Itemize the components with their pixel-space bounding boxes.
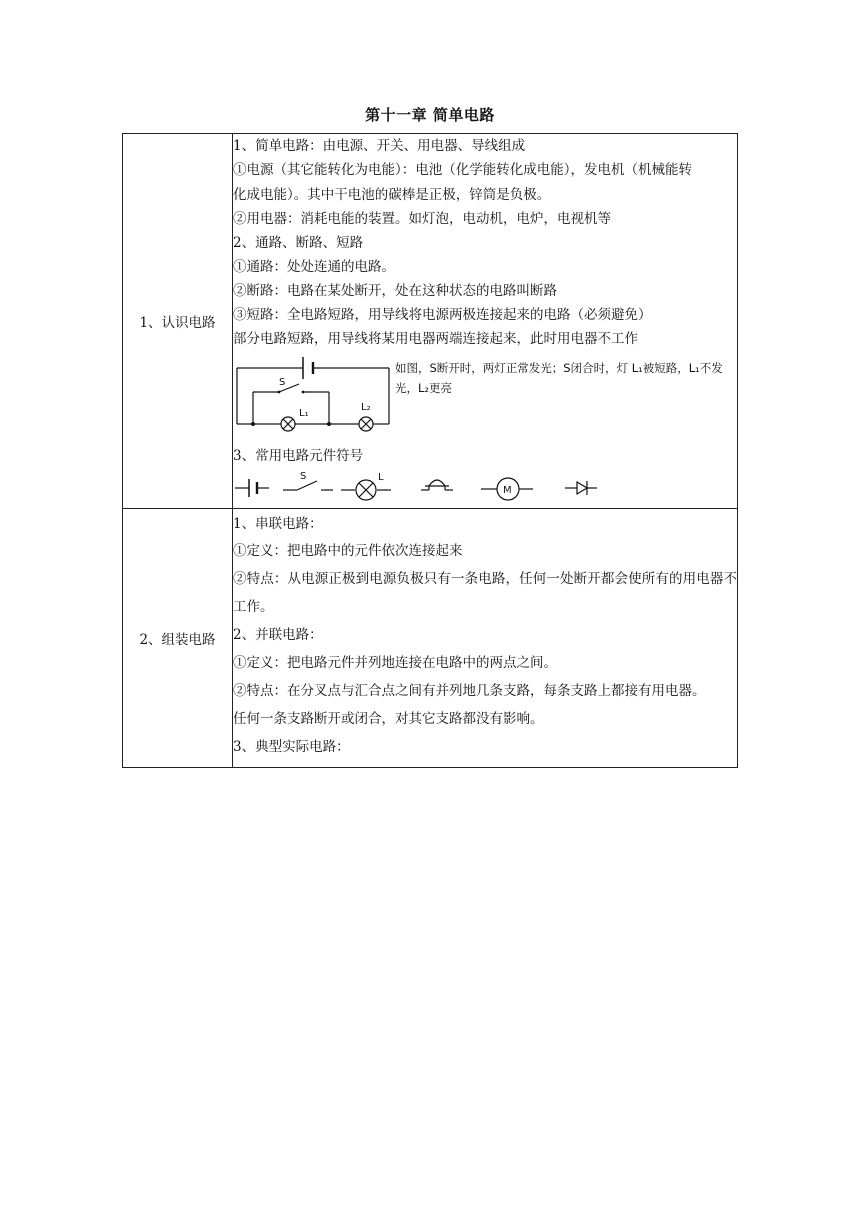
content-line: ①定义：把电路元件并列地连接在电路中的两点之间。 [233, 655, 557, 671]
lamp1-label: L₁ [299, 408, 309, 419]
switch-symbol-icon [283, 481, 333, 490]
bell-symbol-icon [421, 480, 453, 490]
switch-symbol-label: S [300, 471, 307, 482]
lamp-symbol-icon [341, 480, 391, 500]
section-row [123, 134, 738, 509]
notes-table [122, 133, 738, 768]
content-line: 1、串联电路： [233, 516, 323, 532]
section-row [123, 509, 738, 768]
lamp-l2-icon [359, 417, 373, 431]
page-title: 第十一章 简单电路 [365, 106, 495, 124]
content-line: ②断路：电路在某处断开，处在这种状态的电路叫断路 [233, 283, 557, 299]
section-heading: 1、认识电路 [123, 134, 233, 509]
content-line: ②用电器：消耗电能的装置。如灯泡，电动机，电炉，电视机等 [233, 211, 611, 227]
motor-symbol-label: M [503, 485, 512, 496]
lamp-symbol-label: L [378, 472, 384, 483]
circuit-diagram [233, 354, 393, 440]
symbols-diagram [233, 468, 613, 506]
lamp-l1-icon [281, 417, 295, 431]
content-line: 部分电路短路，用导线将某用电器两端连接起来，此时用电器不工作 [233, 331, 638, 347]
section-content [233, 509, 738, 768]
content-line: ①定义：把电路中的元件依次连接起来 [233, 543, 463, 559]
content-line: 2、并联电路： [233, 627, 323, 643]
content-line: ①通路：处处连通的电路。 [233, 259, 395, 275]
content-line: ①电源（其它能转化为电能）：电池（化学能转化成电能），发电机（机械能转 [233, 162, 692, 178]
content-line: 2、通路、断路、短路 [233, 235, 364, 251]
content-line: 化成电能）。其中干电池的碳棒是正极，锌筒是负极。 [233, 187, 551, 203]
content-line: ③短路：全电路短路，用导线将电源两极连接起来的电路（必须避免） [233, 307, 652, 323]
symbols-heading: 3、常用电路元件符号 [233, 448, 364, 464]
content-line: ②特点：在分叉点与汇合点之间有并列地几条支路，每条支路上都接有用电器。 [233, 683, 706, 699]
content-line: 1、简单电路：由电源、开关、用电器、导线组成 [233, 138, 526, 154]
component-symbols [233, 468, 737, 508]
switch-label: S [279, 377, 286, 388]
content-line: 任何一条支路断开或闭合，对其它支路都没有影响。 [233, 711, 544, 727]
content-line: ②特点：从电源正极到电源负极只有一条电路，任何一处断开都会使所有的用电器不工作。 [233, 571, 737, 615]
section-content [233, 134, 738, 509]
battery-symbol-icon [235, 479, 269, 497]
circuit-caption: 如图，S断开时，两灯正常发光；S闭合时，灯 L₁被短路，L₁不发光，L₂更亮 [395, 361, 723, 395]
section-heading: 2、组装电路 [123, 509, 233, 768]
short-circuit-figure [233, 354, 737, 442]
content-line: 3、典型实际电路： [233, 739, 350, 755]
lamp2-label: L₂ [361, 402, 371, 413]
diode-symbol-icon [565, 481, 597, 495]
